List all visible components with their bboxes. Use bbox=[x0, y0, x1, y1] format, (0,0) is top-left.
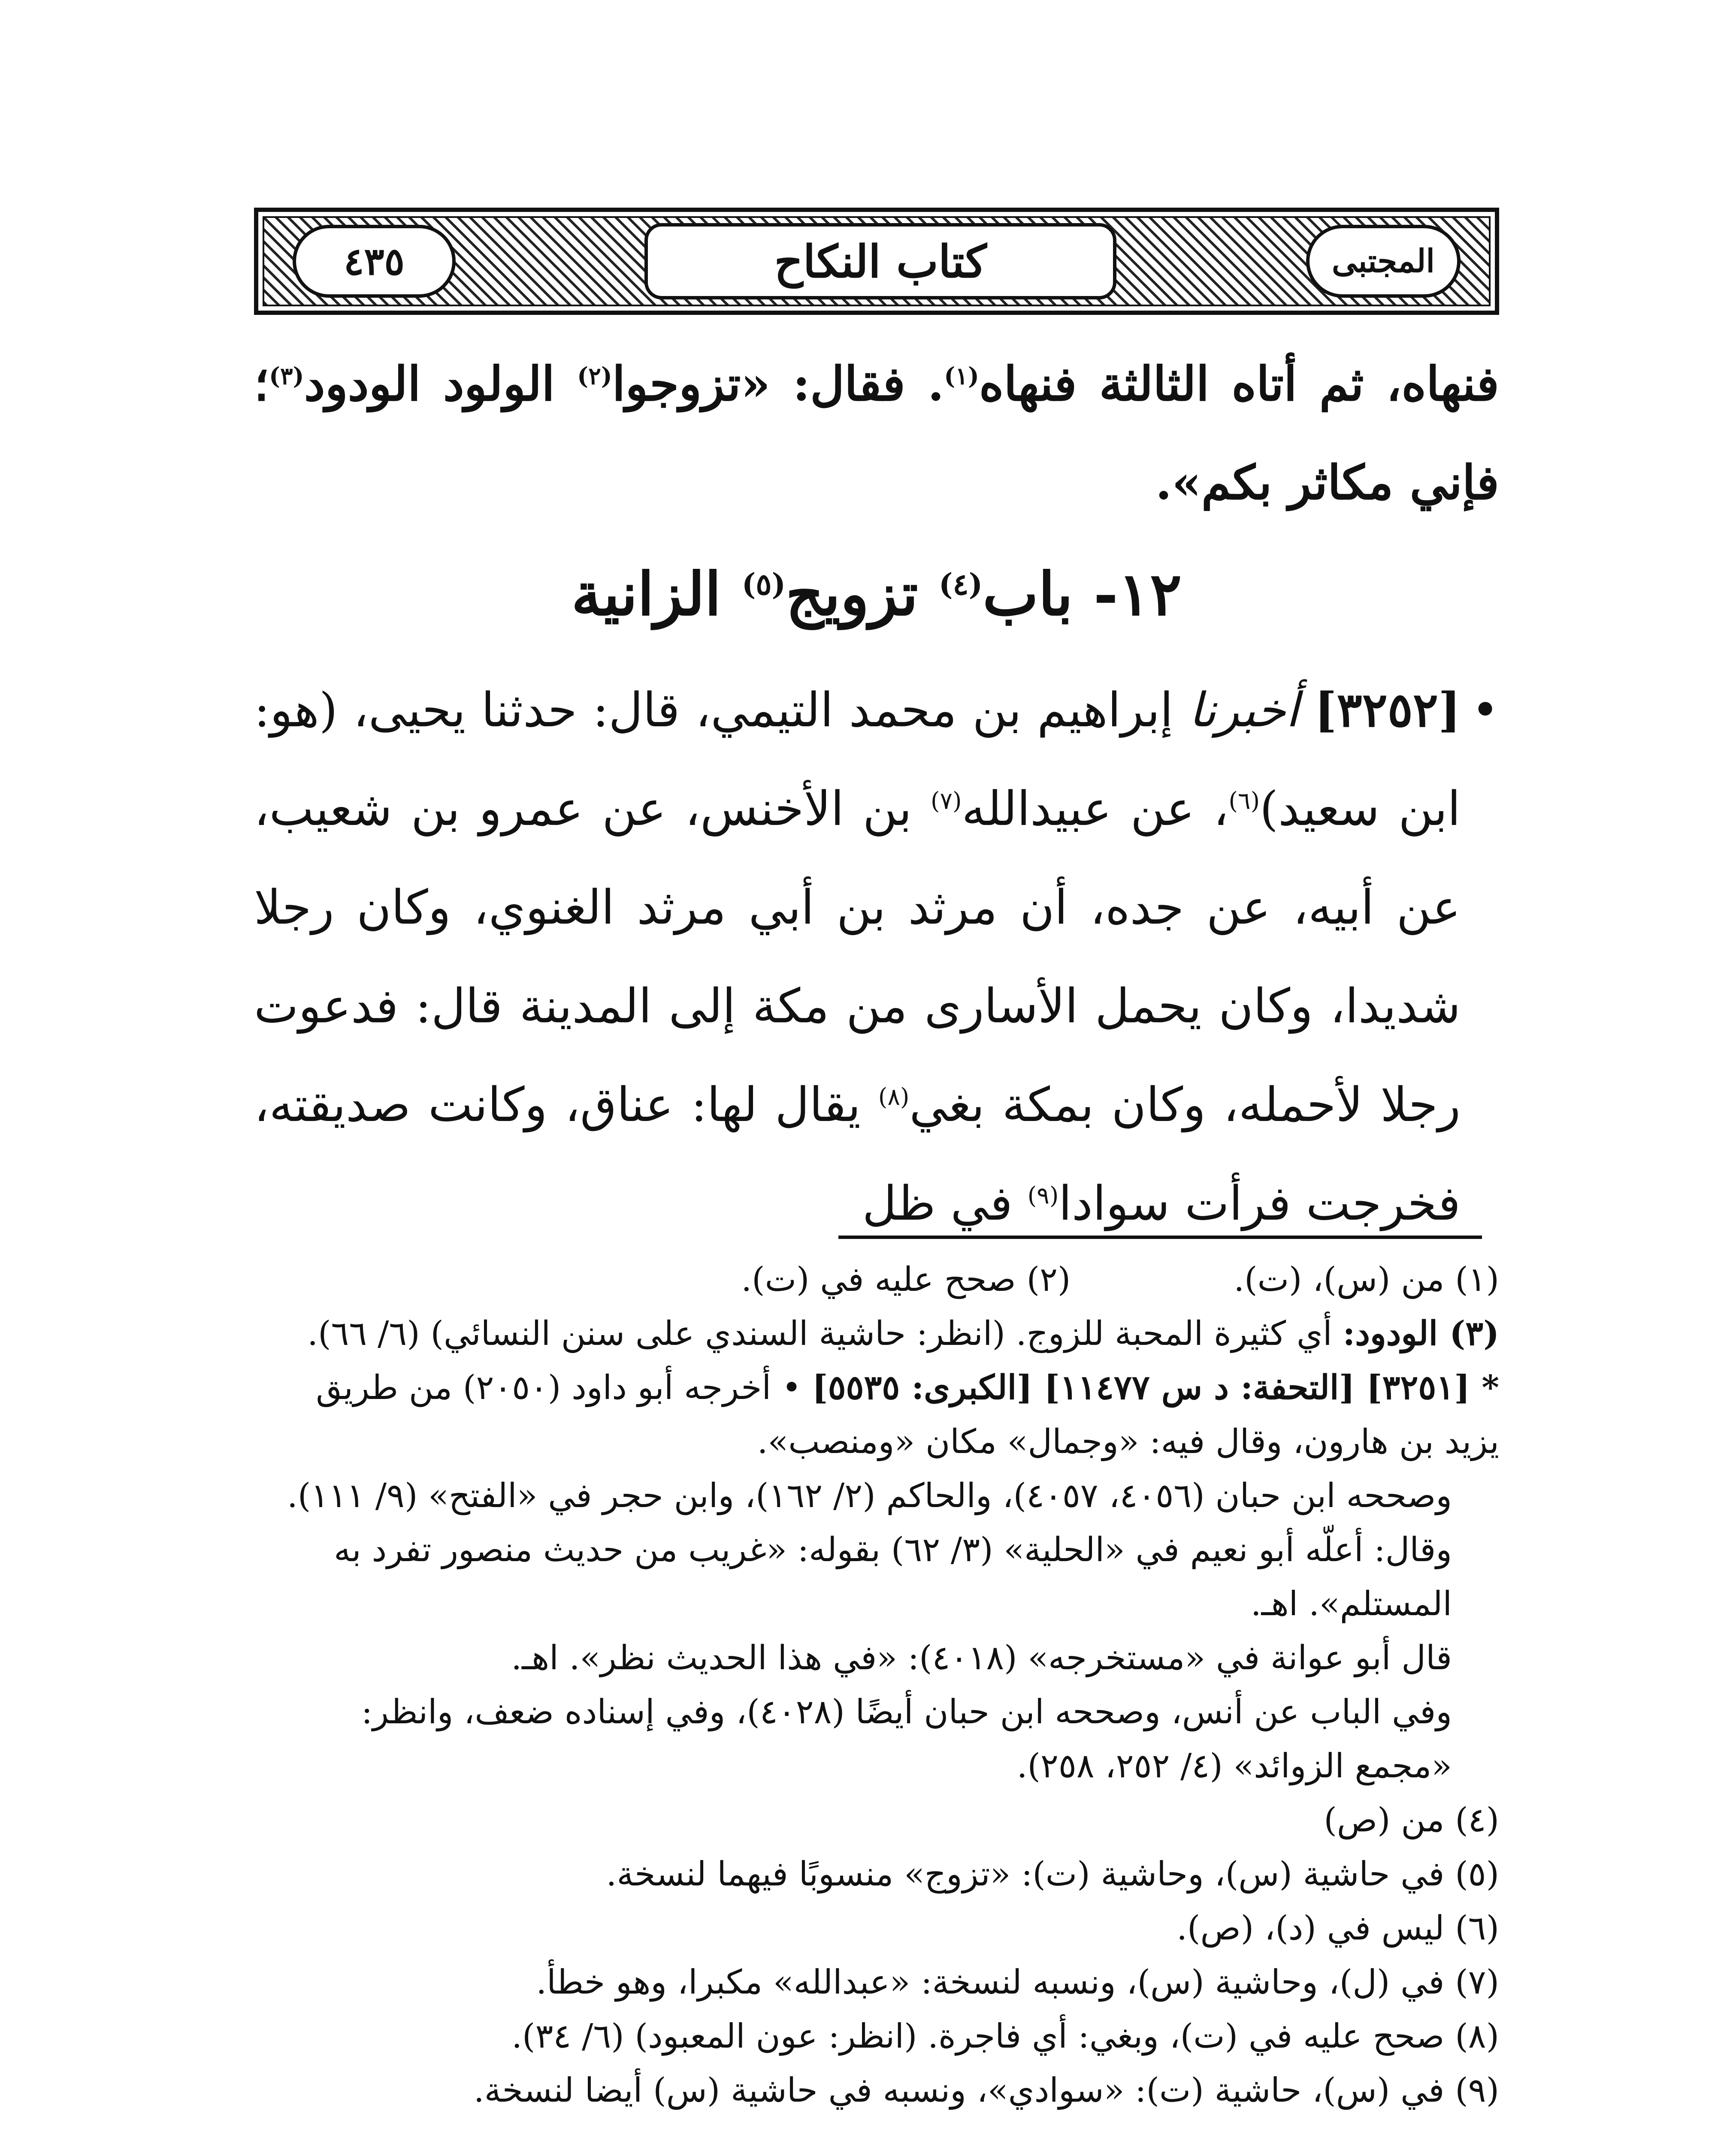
bullet-icon: • bbox=[1471, 683, 1499, 737]
takhrij-line: وصححه ابن حبان (٤٠٥٦، ٤٠٥٧)، والحاكم (٢/ ١٦٢)، وابن حجر في «الفتح» (٩/ ١١١). وقال: أعلّه أبو نعيم في «الحلية» (٣/ ٦٢) بقوله: «غريب من حديث منصور تفرد به المستلم». اهـ. bbox=[287, 1477, 1452, 1623]
text-run: في ظل bbox=[862, 1176, 1028, 1231]
footnote-label: (٣) الودود: bbox=[1343, 1314, 1499, 1353]
footnote-4: (٤) من (ص) bbox=[1324, 1801, 1499, 1840]
footnote-ref: (٨) bbox=[878, 1083, 910, 1111]
footnote-ref: (١) bbox=[944, 362, 979, 390]
text-run: الزانية bbox=[571, 559, 742, 629]
text-run: تزويج bbox=[786, 559, 939, 629]
footnote-text: أي كثيرة المحبة للزوج. (انظر: حاشية السندي على سنن النسائي) (٦/ ٦٦). bbox=[307, 1314, 1343, 1353]
hadith-paragraph bbox=[254, 661, 1499, 1253]
footnote-3 bbox=[254, 1307, 1499, 1361]
footnote-ref: (٩) bbox=[1027, 1181, 1059, 1209]
footnote-ref: (٤) bbox=[938, 567, 983, 602]
footnote-row bbox=[254, 1253, 1499, 1307]
takhrij-head: * [٣٢٥١] [التحفة: د س ١١٤٧٧] [الكبرى: ٥٥٣٥] bbox=[812, 1368, 1499, 1407]
footnote-5: (٥) في حاشية (س)، وحاشية (ت): «تزوج» منسوبًا فيهما لنسخة. bbox=[606, 1855, 1499, 1894]
footnote-7: (٧) في (ل)، وحاشية (س)، ونسبه لنسخة: «عبدالله» مكبرا، وهو خطأ. bbox=[536, 1963, 1499, 2002]
footnote-6: (٦) ليس في (د)، (ص). bbox=[1176, 1909, 1499, 1948]
footnote-separator bbox=[838, 1236, 1482, 1239]
text-run: الولود الودود bbox=[304, 356, 578, 411]
footnote-ref: (٦) bbox=[1228, 787, 1260, 815]
takhrij-note bbox=[254, 1361, 1499, 1469]
series-logo: المجتبى bbox=[1306, 225, 1461, 298]
takhrij-text: • أخرجه أبو داود (٢٠٥٠) من طريق يزيد بن هارون، وقال فيه: «وجمال» مكان «ومنصب». bbox=[316, 1369, 1499, 1461]
chapter-heading bbox=[254, 545, 1499, 644]
footnote-8: (٨) صحح عليه في (ت)، وبغي: أي فاجرة. (انظر: عون المعبود) (٦/ ٣٤). bbox=[511, 2017, 1499, 2056]
text-run: إبراهيم بن محمد التيمي، قال: حدثنا يحيى، (هو: ابن سعيد) bbox=[254, 683, 1461, 836]
page-header bbox=[254, 208, 1499, 315]
takhrij-line: قال أبو عوانة في «مستخرجه» (٤٠١٨): «في هذا الحديث نظر». اهـ. bbox=[511, 1639, 1452, 1677]
text-run: ، عن عبيدالله bbox=[962, 781, 1229, 836]
takhrij-line: وفي الباب عن أنس، وصححه ابن حبان أيضًا (٤٠٢٨)، وفي إسناده ضعف، وانظر: «مجمع الزوائد» (٤/ ٢٥٢، ٢٥٨). bbox=[361, 1693, 1452, 1785]
main-text bbox=[254, 335, 1499, 1253]
book-title: كتاب النكاح bbox=[644, 223, 1116, 299]
akhbarana-mark: أخبرنا bbox=[1189, 683, 1299, 737]
page-number: ٤٣٥ bbox=[293, 225, 456, 298]
footnote-ref: (٥) bbox=[741, 567, 786, 602]
text-run: ؛ فإني مكاثر بكم». bbox=[254, 356, 1499, 510]
footnote-ref: (٧) bbox=[931, 787, 962, 815]
footnotes bbox=[254, 1253, 1499, 2118]
footnote-9: (٩) في (س)، حاشية (ت): «سوادي»، ونسبه في حاشية (س) أيضا لنسخة. bbox=[473, 2071, 1499, 2110]
text-run: يقال لها: عناق، وكانت صديقته، فخرجت فرأت سوادا bbox=[254, 1077, 1461, 1231]
text-run: بن الأخنس، عن عمرو بن شعيب، عن أبيه، عن جده، أن مرثد بن أبي مرثد الغنوي، وكان رجلا شديدا، وكان يحمل الأسارى من مكة إلى المدينة قال: فدعوت رجلا لأحمله، وكان بمكة بغي bbox=[254, 781, 1461, 1132]
footnote-ref: (٢) bbox=[577, 362, 612, 390]
text-run: فنهاه، ثم أتاه الثالثة فنهاه bbox=[979, 356, 1499, 411]
opening-paragraph bbox=[254, 335, 1499, 532]
footnote-1: (١) من (س)، (ت). bbox=[1234, 1260, 1499, 1299]
text-run: . فقال: «تزوجوا bbox=[612, 356, 944, 411]
footnote-ref: (٣) bbox=[269, 362, 304, 390]
hadith-number: [٣٢٥٢] bbox=[1314, 682, 1461, 737]
footnote-2: (٢) صحح عليه في (ت). bbox=[741, 1260, 1071, 1299]
chapter-number: ١٢- باب bbox=[983, 559, 1182, 629]
